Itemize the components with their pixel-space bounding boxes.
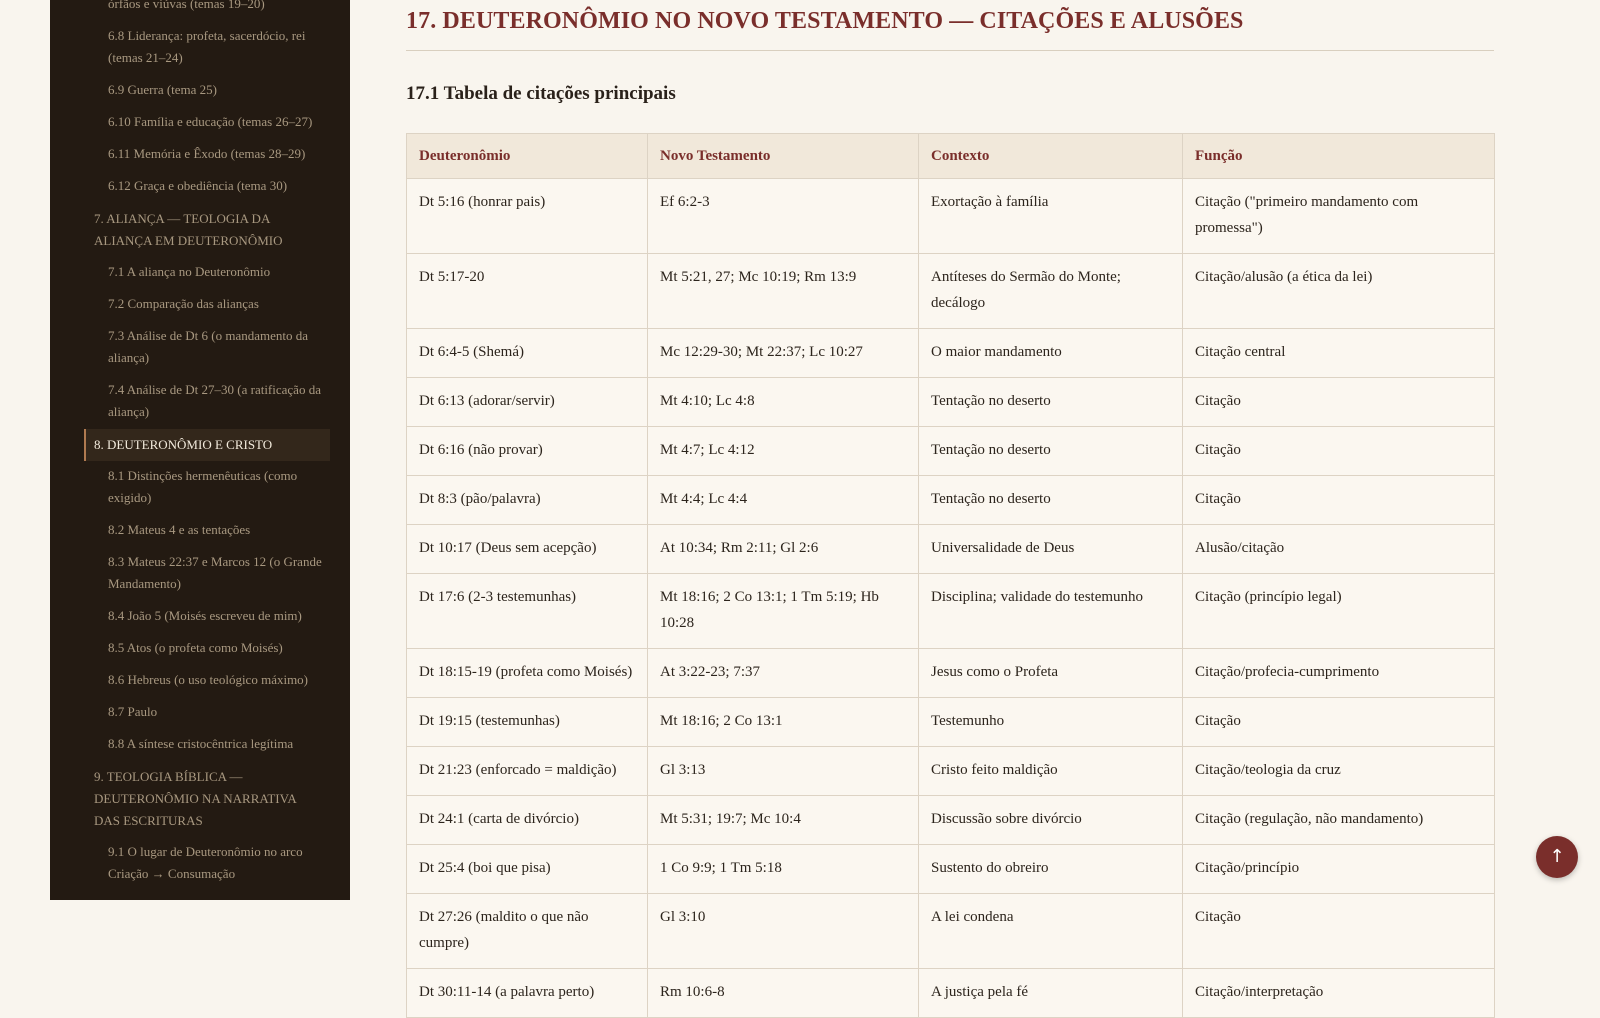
- toc-item[interactable]: 7.4 Análise de Dt 27–30 (a ratificação da aliança): [108, 382, 321, 419]
- toc-item[interactable]: 8.3 Mateus 22:37 e Marcos 12 (o Grande Mandamento): [108, 554, 322, 591]
- main-content: [406, 0, 1494, 1000]
- cell-novo-testamento: At 10:34; Rm 2:11; Gl 2:6: [648, 525, 919, 574]
- cell-contexto: Tentação no deserto: [919, 378, 1183, 427]
- cell-deuteronomio: Dt 10:17 (Deus sem acepção): [407, 525, 648, 574]
- cell-novo-testamento: Mt 4:7; Lc 4:12: [648, 427, 919, 476]
- cell-novo-testamento: Rm 10:6-8: [648, 969, 919, 1018]
- toc-item[interactable]: 6.8 Liderança: profeta, sacerdócio, rei (temas 21–24): [108, 28, 306, 65]
- toc-item[interactable]: 7. ALIANÇA — TEOLOGIA DA ALIANÇA EM DEUTERONÔMIO: [94, 211, 283, 248]
- header-contexto: Contexto: [919, 134, 1183, 179]
- toc-item[interactable]: 9. TEOLOGIA BÍBLICA — DEUTERONÔMIO NA NARRATIVA DAS ESCRITURAS: [94, 769, 296, 828]
- cell-funcao: Citação central: [1183, 329, 1495, 378]
- cell-deuteronomio: Dt 25:4 (boi que pisa): [407, 845, 648, 894]
- citations-table: [406, 133, 1495, 1018]
- cell-funcao: Citação: [1183, 698, 1495, 747]
- cell-deuteronomio: Dt 5:16 (honrar pais): [407, 179, 648, 254]
- cell-deuteronomio: Dt 30:11-14 (a palavra perto): [407, 969, 648, 1018]
- cell-deuteronomio: Dt 17:6 (2-3 testemunhas): [407, 574, 648, 649]
- cell-contexto: Sustento do obreiro: [919, 845, 1183, 894]
- cell-deuteronomio: Dt 8:3 (pão/palavra): [407, 476, 648, 525]
- table-row: [407, 427, 1495, 476]
- cell-deuteronomio: Dt 5:17-20: [407, 254, 648, 329]
- cell-funcao: Alusão/citação: [1183, 525, 1495, 574]
- cell-deuteronomio: Dt 6:13 (adorar/servir): [407, 378, 648, 427]
- cell-contexto: Tentação no deserto: [919, 427, 1183, 476]
- arrow-up-icon: ↑: [1549, 846, 1565, 867]
- table-row: [407, 476, 1495, 525]
- cell-contexto: Jesus como o Profeta: [919, 649, 1183, 698]
- toc-item[interactable]: órfãos e viúvas (temas 19–20): [108, 0, 265, 11]
- toc-item[interactable]: 8.4 João 5 (Moisés escreveu de mim): [108, 608, 302, 623]
- cell-contexto: Disciplina; validade do testemunho: [919, 574, 1183, 649]
- cell-novo-testamento: Gl 3:10: [648, 894, 919, 969]
- cell-novo-testamento: Mt 18:16; 2 Co 13:1; 1 Tm 5:19; Hb 10:28: [648, 574, 919, 649]
- cell-contexto: Exortação à família: [919, 179, 1183, 254]
- toc-item[interactable]: 7.2 Comparação das alianças: [108, 296, 259, 311]
- cell-funcao: Citação/interpretação: [1183, 969, 1495, 1018]
- toc-item[interactable]: 8.7 Paulo: [108, 704, 158, 719]
- cell-funcao: Citação (princípio legal): [1183, 574, 1495, 649]
- cell-deuteronomio: Dt 21:23 (enforcado = maldição): [407, 747, 648, 796]
- toc-item[interactable]: 6.10 Família e educação (temas 26–27): [108, 114, 313, 129]
- left-margin: [0, 0, 50, 900]
- section-title: 17.1 Tabela de citações principais: [406, 83, 676, 104]
- table-row: [407, 574, 1495, 649]
- table-row: [407, 378, 1495, 427]
- cell-funcao: Citação: [1183, 427, 1495, 476]
- toc-item[interactable]: 6.11 Memória e Êxodo (temas 28–29): [108, 146, 306, 161]
- cell-novo-testamento: Mt 5:21, 27; Mc 10:19; Rm 13:9: [648, 254, 919, 329]
- table-row: [407, 796, 1495, 845]
- toc-item[interactable]: 9.1 O lugar de Deuteronômio no arco Criação → Consumação: [108, 844, 303, 881]
- toc-item[interactable]: 8.1 Distinções hermenêuticas (como exigido): [108, 468, 298, 505]
- table-row: [407, 969, 1495, 1018]
- cell-funcao: Citação/princípio: [1183, 845, 1495, 894]
- table-row: [407, 845, 1495, 894]
- cell-novo-testamento: Ef 6:2-3: [648, 179, 919, 254]
- cell-novo-testamento: Mc 12:29-30; Mt 22:37; Lc 10:27: [648, 329, 919, 378]
- cell-deuteronomio: Dt 24:1 (carta de divórcio): [407, 796, 648, 845]
- cell-funcao: Citação/profecia-cumprimento: [1183, 649, 1495, 698]
- cell-deuteronomio: Dt 27:26 (maldito o que não cumpre): [407, 894, 648, 969]
- cell-novo-testamento: Mt 4:10; Lc 4:8: [648, 378, 919, 427]
- table-row: [407, 329, 1495, 378]
- cell-novo-testamento: Mt 5:31; 19:7; Mc 10:4: [648, 796, 919, 845]
- cell-funcao: Citação/teologia da cruz: [1183, 747, 1495, 796]
- cell-contexto: A lei condena: [919, 894, 1183, 969]
- toc-item[interactable]: 8.5 Atos (o profeta como Moisés): [108, 640, 283, 655]
- cell-contexto: Testemunho: [919, 698, 1183, 747]
- toc-item[interactable]: 7.1 A aliança no Deuteronômio: [108, 264, 271, 279]
- header-deuteronomio: Deuteronômio: [407, 134, 648, 179]
- cell-funcao: Citação ("primeiro mandamento com promessa"): [1183, 179, 1495, 254]
- toc-list: [50, 0, 350, 891]
- cell-funcao: Citação/alusão (a ética da lei): [1183, 254, 1495, 329]
- chapter-title: 17. DEUTERONÔMIO NO NOVO TESTAMENTO — CITAÇÕES E ALUSÕES: [406, 0, 1494, 51]
- toc-item[interactable]: 6.9 Guerra (tema 25): [108, 82, 218, 97]
- toc-item[interactable]: 8.6 Hebreus (o uso teológico máximo): [108, 672, 309, 687]
- cell-deuteronomio: Dt 19:15 (testemunhas): [407, 698, 648, 747]
- cell-contexto: A justiça pela fé: [919, 969, 1183, 1018]
- cell-contexto: Antíteses do Sermão do Monte; decálogo: [919, 254, 1183, 329]
- table-header-row: [407, 134, 1495, 179]
- table-body: [407, 179, 1495, 1018]
- table-row: [407, 894, 1495, 969]
- toc-item[interactable]: 7.3 Análise de Dt 6 (o mandamento da aliança): [108, 328, 309, 365]
- table-row: [407, 254, 1495, 329]
- cell-contexto: Universalidade de Deus: [919, 525, 1183, 574]
- header-novo-testamento: Novo Testamento: [648, 134, 919, 179]
- cell-funcao: Citação: [1183, 476, 1495, 525]
- table-row: [407, 179, 1495, 254]
- cell-contexto: O maior mandamento: [919, 329, 1183, 378]
- cell-novo-testamento: Mt 4:4; Lc 4:4: [648, 476, 919, 525]
- table-row: [407, 649, 1495, 698]
- cell-contexto: Cristo feito maldição: [919, 747, 1183, 796]
- back-to-top-button[interactable]: [1536, 836, 1578, 878]
- header-funcao: Função: [1183, 134, 1495, 179]
- toc-item[interactable]: 8.2 Mateus 4 e as tentações: [108, 522, 251, 537]
- table-row: [407, 525, 1495, 574]
- cell-novo-testamento: 1 Co 9:9; 1 Tm 5:18: [648, 845, 919, 894]
- table-row: [407, 747, 1495, 796]
- toc-item[interactable]: 8.8 A síntese cristocêntrica legítima: [108, 736, 294, 751]
- cell-contexto: Discussão sobre divórcio: [919, 796, 1183, 845]
- cell-deuteronomio: Dt 6:4-5 (Shemá): [407, 329, 648, 378]
- cell-deuteronomio: Dt 18:15-19 (profeta como Moisés): [407, 649, 648, 698]
- cell-funcao: Citação: [1183, 894, 1495, 969]
- toc-item[interactable]: 6.12 Graça e obediência (tema 30): [108, 178, 288, 193]
- cell-novo-testamento: At 3:22-23; 7:37: [648, 649, 919, 698]
- cell-funcao: Citação: [1183, 378, 1495, 427]
- cell-deuteronomio: Dt 6:16 (não provar): [407, 427, 648, 476]
- cell-contexto: Tentação no deserto: [919, 476, 1183, 525]
- cell-novo-testamento: Mt 18:16; 2 Co 13:1: [648, 698, 919, 747]
- sidebar-toc: [50, 0, 350, 900]
- toc-item-active[interactable]: 8. DEUTERONÔMIO E CRISTO: [84, 429, 330, 461]
- cell-funcao: Citação (regulação, não mandamento): [1183, 796, 1495, 845]
- cell-novo-testamento: Gl 3:13: [648, 747, 919, 796]
- table-row: [407, 698, 1495, 747]
